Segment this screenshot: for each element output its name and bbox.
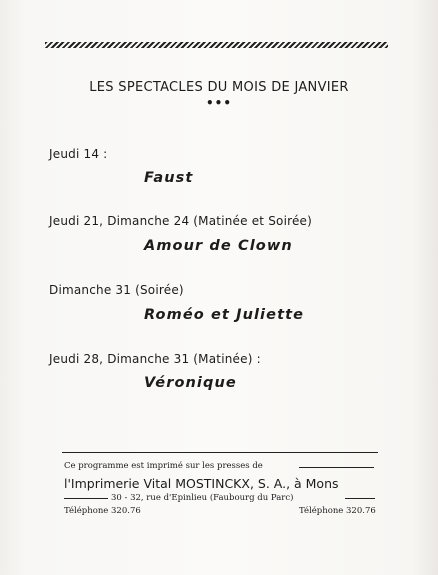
entry-show-title: Roméo et Juliette <box>144 307 305 323</box>
entry-date: Jeudi 14 : <box>49 147 108 161</box>
page-heading: LES SPECTACLES DU MOIS DE JANVIER <box>89 80 349 95</box>
entry-show-title: Véronique <box>144 375 237 391</box>
footer-top-rule <box>62 452 378 453</box>
footer-dash <box>345 498 375 499</box>
entry-date: Jeudi 21, Dimanche 24 (Matinée et Soirée) <box>49 214 313 228</box>
footer-phone-right: Téléphone 320.76 <box>299 506 376 516</box>
footer-address: 30 - 32, rue d'Epinlieu (Faubourg du Parc) <box>111 493 294 503</box>
footer-dash <box>299 467 374 468</box>
heading-ornament: ••• <box>205 96 232 110</box>
entry-show-title: Faust <box>144 170 194 186</box>
footer-printer-name: l'Imprimerie Vital MOSTINCKX, S. A., à Mons <box>64 476 339 491</box>
top-decorative-rule <box>45 42 388 48</box>
entry-date: Jeudi 28, Dimanche 31 (Matinée) : <box>49 352 261 366</box>
entry-date: Dimanche 31 (Soirée) <box>49 283 184 297</box>
footer-phone-left: Téléphone 320.76 <box>64 506 141 516</box>
footer-dash <box>64 498 108 499</box>
entry-show-title: Amour de Clown <box>144 238 293 254</box>
footer-line-1: Ce programme est imprimé sur les presses de <box>64 461 263 471</box>
